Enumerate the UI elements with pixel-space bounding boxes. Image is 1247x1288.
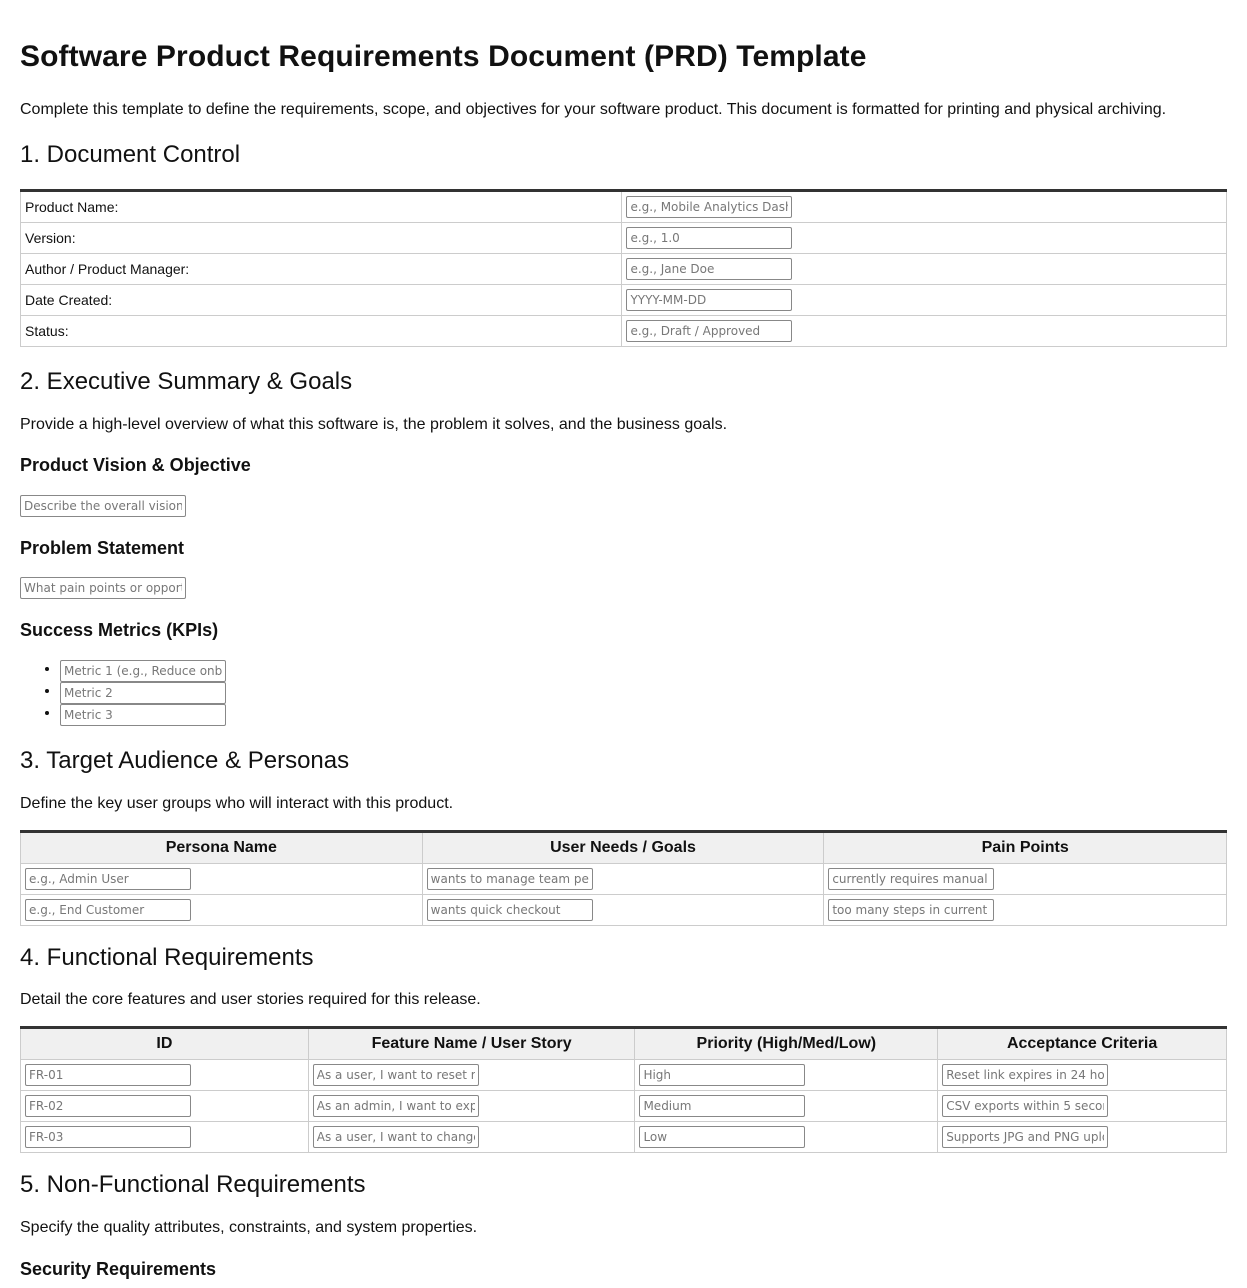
document-control-table (20, 189, 1227, 347)
cell-input[interactable] (313, 1126, 479, 1148)
personas-table (20, 830, 1227, 926)
cell-input[interactable] (828, 868, 994, 890)
control-row (21, 254, 1227, 285)
control-input[interactable] (626, 289, 792, 311)
control-label: Product Name: (21, 191, 622, 223)
vision-input[interactable] (20, 495, 186, 517)
control-input[interactable] (626, 227, 792, 249)
table-cell (21, 1060, 309, 1091)
cell-input[interactable] (639, 1095, 805, 1117)
section-3-heading: 3. Target Audience & Personas (20, 747, 350, 774)
column-header: Persona Name (21, 832, 423, 864)
cell-input[interactable] (942, 1095, 1108, 1117)
column-header: Acceptance Criteria (938, 1028, 1227, 1060)
cell-input[interactable] (313, 1095, 479, 1117)
table-cell (21, 895, 423, 926)
section-2-heading: 2. Executive Summary & Goals (20, 368, 353, 395)
control-row (21, 191, 1227, 223)
section-3-description: Define the key user groups who will interact with this product. (20, 795, 454, 812)
cell-input[interactable] (942, 1064, 1108, 1086)
control-row (21, 223, 1227, 254)
requirement-row (21, 1060, 1227, 1091)
cell-input[interactable] (25, 1064, 191, 1086)
section-1-heading: 1. Document Control (20, 141, 241, 168)
requirement-row (21, 1122, 1227, 1153)
cell-input[interactable] (25, 1095, 191, 1117)
column-header: Pain Points (824, 832, 1227, 864)
table-cell (21, 864, 423, 895)
section-5-description: Specify the quality attributes, constraints, and system properties. (20, 1219, 478, 1236)
metric-3-input[interactable] (60, 704, 226, 726)
functional-requirements-table (20, 1026, 1227, 1153)
metric-item (60, 704, 226, 726)
table-cell (21, 1091, 309, 1122)
table-cell (938, 1122, 1227, 1153)
control-input[interactable] (626, 196, 792, 218)
section-5-heading: 5. Non-Functional Requirements (20, 1171, 366, 1198)
control-input[interactable] (626, 258, 792, 280)
cell-input[interactable] (942, 1126, 1108, 1148)
table-cell (308, 1091, 635, 1122)
table-cell (635, 1122, 938, 1153)
table-cell (308, 1060, 635, 1091)
cell-input[interactable] (25, 1126, 191, 1148)
control-row (21, 316, 1227, 347)
column-header: ID (21, 1028, 309, 1060)
table-cell (21, 1122, 309, 1153)
metric-2-input[interactable] (60, 682, 226, 704)
cell-input[interactable] (25, 868, 191, 890)
table-cell (422, 895, 824, 926)
problem-heading: Problem Statement (20, 538, 185, 558)
vision-heading: Product Vision & Objective (20, 455, 251, 475)
control-value-cell (622, 254, 1227, 285)
column-header: Feature Name / User Story (308, 1028, 635, 1060)
cell-input[interactable] (427, 899, 593, 921)
column-header: User Needs / Goals (422, 832, 824, 864)
cell-input[interactable] (639, 1126, 805, 1148)
control-label: Version: (21, 223, 622, 254)
control-label: Date Created: (21, 285, 622, 316)
table-cell (938, 1060, 1227, 1091)
problem-input[interactable] (20, 577, 186, 599)
column-header: Priority (High/Med/Low) (635, 1028, 938, 1060)
cell-input[interactable] (639, 1064, 805, 1086)
metrics-list (20, 660, 226, 726)
control-value-cell (622, 223, 1227, 254)
section-4-description: Detail the core features and user stories required for this release. (20, 991, 481, 1008)
requirement-row (21, 1091, 1227, 1122)
table-cell (635, 1091, 938, 1122)
table-cell (824, 895, 1227, 926)
kpi-heading: Success Metrics (KPIs) (20, 620, 219, 640)
cell-input[interactable] (427, 868, 593, 890)
persona-row (21, 895, 1227, 926)
metric-item (60, 682, 226, 704)
control-label: Author / Product Manager: (21, 254, 622, 285)
document-title: Software Product Requirements Document (PRD) Template (20, 40, 867, 73)
control-input[interactable] (626, 320, 792, 342)
control-label: Status: (21, 316, 622, 347)
table-cell (824, 864, 1227, 895)
metric-item (60, 660, 226, 682)
cell-input[interactable] (828, 899, 994, 921)
control-value-cell (622, 191, 1227, 223)
cell-input[interactable] (313, 1064, 479, 1086)
control-value-cell (622, 316, 1227, 347)
cell-input[interactable] (25, 899, 191, 921)
control-value-cell (622, 285, 1227, 316)
intro-text: Complete this template to define the requirements, scope, and objectives for your software product. This document is formatted for printing and physical archiving. (20, 101, 1167, 118)
table-cell (938, 1091, 1227, 1122)
table-cell (308, 1122, 635, 1153)
persona-row (21, 864, 1227, 895)
table-cell (635, 1060, 938, 1091)
section-4-heading: 4. Functional Requirements (20, 944, 314, 971)
security-heading: Security Requirements (20, 1259, 217, 1279)
section-2-description: Provide a high-level overview of what this software is, the problem it solves, and the business goals. (20, 416, 728, 433)
table-cell (422, 864, 824, 895)
metric-1-input[interactable] (60, 660, 226, 682)
control-row (21, 285, 1227, 316)
